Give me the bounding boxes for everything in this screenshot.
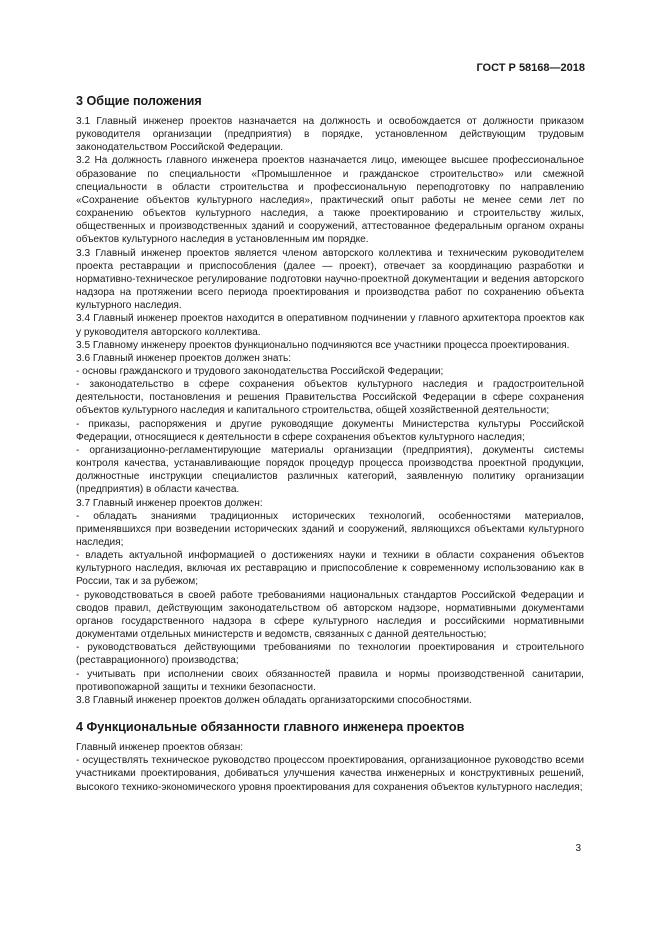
list-item-3-6-d: - организационно-регламентирующие материалы организации (предприятия), документы системы контроля качества, устанавливающие порядок процедур процесса производства проектной продукции, должностные инструкции специалистов различных категорий, заявленную политику организации (предприятия) в области качества. bbox=[76, 444, 584, 496]
list-item-4-a: - осуществлять техническое руководство процессом проектирования, организационное руководство всеми участниками проектирования, добиваться улучшения качества инженерных и конструктивных решений, высокого технико-экономического уровня проектирования для сохранения объектов культурного наследия; bbox=[76, 755, 584, 793]
list-item-3-7-c: - руководствоваться в своей работе требованиями национальных стандартов Российской Федерации и сводов правил, действующим законодательством об авторском надзоре, нормативными документами органов государственного надзора в сфере культурного наследия и российскими нормативными документами отдельных министерств и ведомств, связанных с данной деятельностью; bbox=[76, 589, 584, 641]
section-3-title: 3 Общие положения bbox=[76, 94, 202, 108]
paragraph-3-3: 3.3 Главный инженер проектов является членом авторского коллектива и техническим руководителем проекта реставрации и приспособления (далее — проект), отвечает за координацию разработки и нормативно-техническое регулирование подготовки научно-проектной документации и ведения авторского надзора на протяжении всего периода проектирования и производства работ по сохранению объекта культурного наследия. bbox=[76, 247, 584, 312]
paragraph-3-7: 3.7 Главный инженер проектов должен: bbox=[76, 497, 263, 509]
document-code: ГОСТ Р 58168—2018 bbox=[476, 62, 585, 74]
paragraph-3-1: 3.1 Главный инженер проектов назначается на должность и освобождается от должности приказом руководителя организации (предприятия) в порядке, установленном действующим трудовым законодательством Российской Федерации. bbox=[76, 116, 584, 154]
paragraph-3-8: 3.8 Главный инженер проектов должен обладать организаторскими способностями. bbox=[76, 694, 472, 706]
list-item-3-7-b: - владеть актуальной информацией о достижениях науки и техники в области сохранения объектов культурного наследия, включая их реставрацию и приспособление к современному использованию как в России, так и за рубежом; bbox=[76, 550, 584, 588]
paragraph-3-5: 3.5 Главному инженеру проектов функционально подчиняются все участники процесса проектирования. bbox=[76, 339, 570, 351]
list-item-3-6-b: - законодательство в сфере сохранения объектов культурного наследия и градостроительной деятельности, постановления и решения Правительства Российской Федерации в сфере сохранения объектов культурного наследия и капитального строительства, общей хозяйственной деятельности; bbox=[76, 379, 584, 417]
list-item-3-7-e: - учитывать при исполнении своих обязанностей правила и нормы производственной санитарии, противопожарной защиты и техники безопасности. bbox=[76, 668, 584, 693]
list-item-3-7-a: - обладать знаниями традиционных исторических технологий, особенностями материалов, применявшихся при возведении исторических зданий и сооружений, являющихся объектами культурного наследия; bbox=[76, 510, 584, 548]
paragraph-3-2: 3.2 На должность главного инженера проектов назначается лицо, имеющее высшее профессиональное образование по специальности «Промышленное и гражданское строительство» или смежной специальности в области строительства и профессиональную переподготовку по направлению «Сохранение объектов культурного наследия», практический опыт работы не менее семи лет по сохранению объектов культурного наследия, а также проектированию и строительству жилых, общественных и производственных зданий и сооружений, аттестованное федеральным органом охраны объектов культурного наследия в установленным им порядке. bbox=[76, 155, 584, 246]
section-4-title: 4 Функциональные обязанности главного инженера проектов bbox=[76, 720, 465, 735]
list-item-3-6-a: - основы гражданского и трудового законодательства Российской Федерации; bbox=[76, 365, 444, 377]
list-item-3-6-c: - приказы, распоряжения и другие руководящие документы Министерства культуры Российской Федерации, относящиеся к деятельности в сфере сохранения объектов культурного наследия; bbox=[76, 418, 584, 443]
paragraph-3-4: 3.4 Главный инженер проектов находится в оперативном подчинении у главного архитектора проектов как у руководителя авторского коллектива. bbox=[76, 313, 584, 338]
page-body bbox=[76, 93, 584, 794]
section-4-intro: Главный инженер проектов обязан: bbox=[76, 742, 244, 754]
list-item-3-7-d: - руководствоваться действующими требованиями по технологии проектирования и строительного (реставрационного) производства; bbox=[76, 642, 584, 667]
page-number: 3 bbox=[575, 843, 581, 854]
paragraph-3-6: 3.6 Главный инженер проектов должен знать: bbox=[76, 352, 292, 364]
